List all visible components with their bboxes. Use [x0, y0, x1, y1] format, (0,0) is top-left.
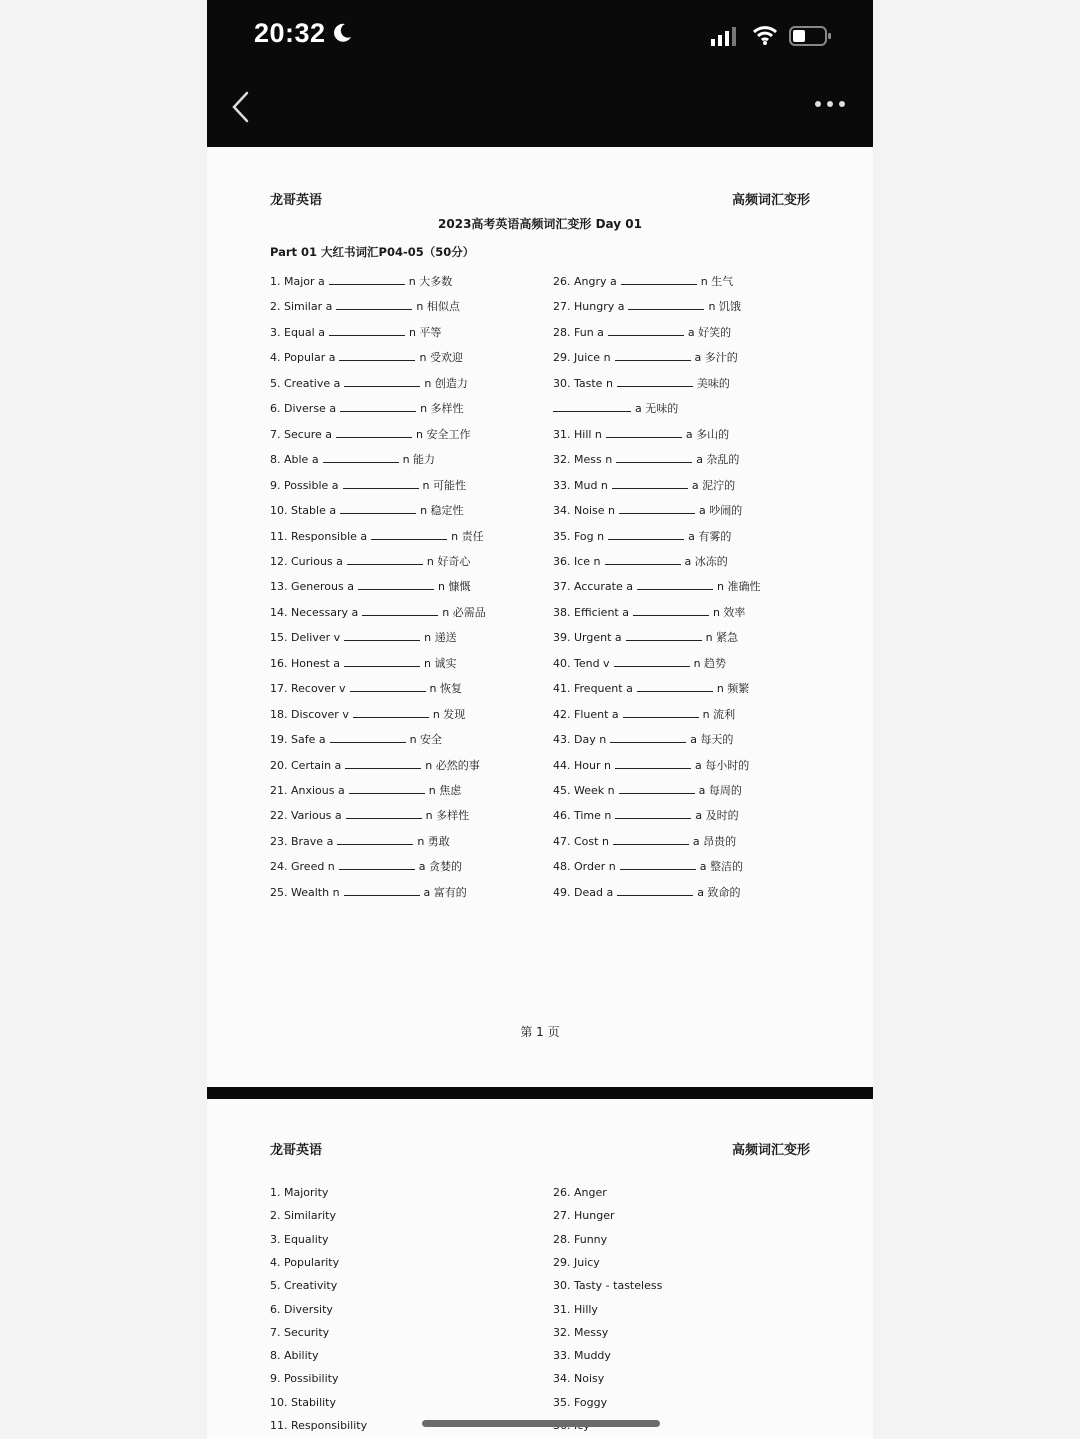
- answer-blank[interactable]: [615, 809, 691, 819]
- answer-row: 6. Diversity: [270, 1302, 333, 1316]
- hint-text: a 贪婪的: [418, 860, 463, 874]
- question-word: 13. Generous a: [270, 580, 354, 594]
- hint-text: n 递送: [424, 631, 457, 645]
- header-left: 龙哥英语: [270, 1143, 323, 1158]
- question-word: 46. Time n: [553, 809, 612, 823]
- hint-text: a 及时的: [695, 809, 739, 823]
- answer-blank[interactable]: [614, 657, 690, 667]
- question-word: 20. Certain a: [270, 758, 342, 772]
- answer-blank[interactable]: [617, 377, 693, 387]
- answer-blank[interactable]: [637, 580, 713, 590]
- answer-row: 9. Possibility: [270, 1372, 339, 1386]
- question-row: [553, 324, 731, 340]
- question-row: [270, 273, 452, 289]
- answer-row: 1. Majority: [270, 1186, 329, 1199]
- question-row: [553, 782, 742, 798]
- question-row: [270, 858, 462, 874]
- home-indicator[interactable]: [422, 1420, 660, 1427]
- question-row: [553, 528, 731, 544]
- answer-blank[interactable]: [553, 402, 631, 412]
- hint-text: n 平等: [408, 325, 442, 339]
- answer-blank[interactable]: [608, 326, 684, 336]
- hint-text: a 吵闹的: [698, 504, 743, 518]
- question-word: 40. Tend v: [553, 656, 610, 670]
- question-word: 21. Anxious a: [270, 784, 345, 797]
- question-row: [553, 375, 730, 391]
- question-row: [270, 578, 470, 594]
- answer-blank[interactable]: [339, 860, 415, 870]
- answer-blank[interactable]: [336, 428, 412, 438]
- answer-blank[interactable]: [329, 275, 405, 285]
- question-word: 49. Dead a: [553, 885, 614, 899]
- question-word: 25. Wealth n: [270, 885, 340, 899]
- question-word: 45. Week n: [553, 784, 615, 797]
- question-row: [553, 502, 742, 518]
- question-row: [553, 833, 736, 849]
- answer-blank[interactable]: [616, 453, 692, 463]
- hint-text: n 多样性: [420, 402, 464, 416]
- hint-text: n 紧急: [705, 631, 739, 645]
- answer-blank[interactable]: [339, 351, 415, 361]
- more-icon[interactable]: [813, 94, 847, 114]
- hint-text: n 生气: [700, 275, 734, 288]
- battery-icon: [789, 25, 833, 47]
- question-row: [553, 807, 739, 823]
- question-word: 5. Creative a: [270, 376, 341, 390]
- hint-text: a 致命的: [697, 885, 741, 899]
- answer-blank[interactable]: [336, 300, 412, 310]
- question-row: [553, 731, 733, 747]
- answer-blank[interactable]: [617, 886, 693, 896]
- hint-text: a 昂贵的: [692, 834, 737, 848]
- question-row: [270, 528, 484, 544]
- hint-text: n 能力: [402, 453, 436, 467]
- answer-blank[interactable]: [358, 580, 434, 590]
- hint-text: n 诚实: [424, 656, 457, 670]
- question-row: [270, 629, 457, 645]
- question-word: 18. Discover v: [270, 707, 349, 721]
- answer-blank[interactable]: [340, 402, 416, 412]
- hint-text: n 受欢迎: [419, 351, 463, 365]
- hint-text: n 责任: [451, 529, 484, 543]
- hint-text: n 必需品: [442, 605, 486, 619]
- question-row: [270, 731, 442, 747]
- question-word: 23. Brave a: [270, 834, 334, 848]
- question-row: [270, 706, 465, 722]
- question-word: 17. Recover v: [270, 682, 346, 696]
- answer-row: 5. Creativity: [270, 1279, 338, 1293]
- question-row: [553, 655, 726, 671]
- question-word: 8. Able a: [270, 453, 319, 467]
- question-word: 48. Order n: [553, 860, 616, 874]
- question-word: 32. Mess n: [553, 453, 613, 467]
- answer-blank[interactable]: [344, 377, 420, 387]
- question-word: 30. Taste n: [553, 376, 613, 390]
- back-icon[interactable]: [229, 90, 253, 124]
- question-row: [553, 706, 735, 722]
- question-row: [553, 400, 678, 416]
- answer-row: 31. Hilly: [553, 1302, 598, 1316]
- question-word: 42. Fluent a: [553, 707, 619, 721]
- status-time: 20:32: [254, 18, 326, 48]
- question-row: [270, 757, 480, 773]
- hint-text: a 每天的: [690, 733, 734, 747]
- question-row: [553, 604, 745, 620]
- question-row: [270, 451, 435, 467]
- hint-text: n 发现: [432, 707, 466, 721]
- hint-text: n 恢复: [429, 682, 462, 696]
- question-row: [270, 375, 468, 391]
- question-row: [270, 680, 462, 696]
- part-heading: Part 01 大红书词汇P04-05（50分）: [270, 245, 475, 259]
- question-row: [553, 553, 728, 569]
- wifi-icon: [752, 24, 778, 46]
- answer-row: 27. Hunger: [553, 1209, 615, 1223]
- question-word: 39. Urgent a: [553, 631, 622, 645]
- question-row: [270, 477, 466, 493]
- answer-blank[interactable]: [323, 453, 399, 463]
- question-word: 28. Fun a: [553, 325, 604, 339]
- question-row: [553, 578, 760, 594]
- question-row: [553, 349, 738, 365]
- hint-text: n 创造力: [424, 376, 468, 390]
- answer-blank[interactable]: [613, 835, 689, 845]
- hint-text: n 大多数: [408, 275, 453, 288]
- question-word: 43. Day n: [553, 733, 607, 747]
- answer-blank[interactable]: [633, 606, 709, 616]
- question-row: [553, 757, 749, 773]
- question-word: 16. Honest a: [270, 656, 341, 670]
- question-row: [270, 807, 469, 823]
- answer-blank[interactable]: [329, 326, 405, 336]
- question-word: 38. Efficient a: [553, 605, 629, 619]
- hint-text: a 每周的: [698, 784, 742, 797]
- hint-text: a 每小时的: [694, 758, 750, 772]
- hint-text: n 流利: [702, 707, 736, 721]
- question-word: 33. Mud n: [553, 478, 608, 492]
- answer-row: 10. Stability: [270, 1395, 336, 1409]
- document-page-1: [207, 147, 873, 1087]
- question-row: [270, 324, 441, 340]
- hint-text: a 好笑的: [687, 325, 732, 339]
- question-row: [553, 273, 733, 289]
- answer-row: 11. Responsibility: [270, 1419, 368, 1432]
- page-number: 第 1 页: [520, 1025, 560, 1039]
- hint-text: a 冰冻的: [684, 554, 728, 568]
- question-row: [553, 629, 738, 645]
- answer-blank[interactable]: [623, 708, 699, 718]
- answer-row: 4. Popularity: [270, 1255, 340, 1269]
- question-word: 22. Various a: [270, 809, 342, 823]
- answer-blank[interactable]: [349, 784, 425, 794]
- hint-text: n 频繁: [716, 682, 750, 696]
- answer-blank[interactable]: [343, 479, 419, 489]
- answer-blank[interactable]: [621, 275, 697, 285]
- question-row: [270, 782, 461, 798]
- answer-blank[interactable]: [337, 835, 413, 845]
- question-row: [270, 604, 486, 620]
- answer-blank[interactable]: [330, 733, 406, 743]
- question-word: 1. Major a: [270, 275, 325, 288]
- answer-blank[interactable]: [620, 860, 696, 870]
- question-row: [553, 680, 749, 696]
- top-bar: [207, 0, 873, 147]
- hint-text: a 无味的: [635, 402, 679, 416]
- header-left: 龙哥英语: [270, 193, 323, 208]
- hint-text: n 饥饿: [708, 300, 741, 314]
- hint-text: a 多山的: [685, 427, 730, 441]
- hint-text: a 多汁的: [694, 351, 738, 365]
- answer-row: 32. Messy: [553, 1325, 609, 1339]
- hint-text: n 多样性: [425, 809, 470, 823]
- answer-blank[interactable]: [606, 428, 682, 438]
- answer-row: 8. Ability: [270, 1349, 319, 1363]
- hint-text: n 相似点: [416, 300, 460, 314]
- answer-row: 7. Security: [270, 1325, 330, 1339]
- answer-blank[interactable]: [626, 631, 702, 641]
- header-right: 高频词汇变形: [731, 1143, 810, 1158]
- hint-text: 美味的: [696, 376, 730, 390]
- question-row: [270, 884, 467, 900]
- question-word: 10. Stable a: [270, 504, 337, 518]
- answer-blank[interactable]: [612, 479, 688, 489]
- question-word: 4. Popular a: [270, 351, 336, 365]
- answer-blank[interactable]: [637, 682, 713, 692]
- question-word: 34. Noise n: [553, 504, 615, 518]
- answer-blank[interactable]: [346, 809, 422, 819]
- answer-blank[interactable]: [605, 555, 681, 565]
- answer-blank[interactable]: [344, 631, 420, 641]
- answer-row: 3. Equality: [270, 1232, 329, 1246]
- question-word: 44. Hour n: [553, 758, 611, 772]
- answer-row: 30. Tasty - tasteless: [553, 1279, 663, 1293]
- question-word: 26. Angry a: [553, 275, 617, 288]
- hint-text: n 可能性: [422, 478, 466, 492]
- question-word: 19. Safe a: [270, 733, 326, 747]
- question-row: [270, 502, 464, 518]
- hint-text: a 富有的: [423, 885, 467, 899]
- answer-blank[interactable]: [628, 300, 704, 310]
- hint-text: n 必然的事: [425, 758, 480, 772]
- answer-blank[interactable]: [610, 733, 686, 743]
- hint-text: n 好奇心: [426, 554, 471, 568]
- answer-row: 26. Anger: [553, 1186, 607, 1199]
- answer-blank[interactable]: [362, 606, 438, 616]
- question-row: [270, 655, 456, 671]
- answer-blank[interactable]: [340, 504, 416, 514]
- question-word: 29. Juice n: [553, 351, 611, 365]
- question-row: [270, 553, 470, 569]
- hint-text: a 泥泞的: [691, 478, 736, 492]
- answer-blank[interactable]: [345, 759, 421, 769]
- page-separator: [207, 1087, 873, 1099]
- question-word: 2. Similar a: [270, 300, 333, 314]
- question-word: 41. Frequent a: [553, 682, 633, 696]
- document-title: 2023高考英语高频词汇变形 Day 01: [438, 217, 642, 231]
- hint-text: n 稳定性: [420, 504, 464, 518]
- hint-text: n 焦虑: [428, 784, 462, 797]
- answer-blank[interactable]: [615, 351, 691, 361]
- question-word: 9. Possible a: [270, 478, 339, 492]
- moon-icon: [331, 22, 353, 44]
- question-word: 3. Equal a: [270, 325, 325, 339]
- question-word: 11. Responsible a: [270, 529, 368, 543]
- question-word: 31. Hill n: [553, 427, 602, 441]
- question-row: [270, 426, 471, 442]
- answer-row: 33. Muddy: [553, 1349, 611, 1363]
- question-word: 27. Hungry a: [553, 300, 625, 314]
- question-word: 24. Greed n: [270, 860, 335, 874]
- hint-text: a 有雾的: [688, 529, 732, 543]
- answer-blank[interactable]: [344, 886, 420, 896]
- question-row: [553, 477, 735, 493]
- answer-blank[interactable]: [619, 504, 695, 514]
- hint-text: n 勇敢: [417, 834, 450, 848]
- question-row: [553, 451, 739, 467]
- hint-text: n 安全工作: [416, 427, 471, 441]
- hint-text: n 效率: [712, 605, 746, 619]
- question-row: [553, 884, 740, 900]
- hint-text: n 慷慨: [437, 580, 471, 594]
- header-right: 高频词汇变形: [731, 193, 810, 208]
- answer-blank[interactable]: [347, 555, 423, 565]
- question-word: 15. Deliver v: [270, 631, 341, 645]
- hint-text: a 杂乱的: [696, 453, 740, 467]
- answer-blank[interactable]: [350, 682, 426, 692]
- question-row: [270, 298, 460, 314]
- answer-row: 35. Foggy: [553, 1395, 608, 1409]
- question-word: 14. Necessary a: [270, 605, 359, 619]
- document-page-2: [207, 1099, 873, 1439]
- question-word: 47. Cost n: [553, 834, 609, 848]
- question-word: 12. Curious a: [270, 554, 343, 568]
- hint-text: n 准确性: [716, 580, 761, 594]
- phone-screen: [207, 0, 873, 1439]
- answer-blank[interactable]: [353, 708, 429, 718]
- signal-icon: [711, 26, 737, 46]
- question-row: [270, 400, 464, 416]
- question-row: [553, 298, 741, 314]
- question-word: 6. Diverse a: [270, 402, 337, 416]
- answer-row: 29. Juicy: [553, 1255, 600, 1269]
- answer-row: 2. Similarity: [270, 1209, 336, 1223]
- answer-row: 34. Noisy: [553, 1372, 605, 1386]
- answer-row: 28. Funny: [553, 1232, 608, 1246]
- hint-text: n 趋势: [693, 656, 727, 670]
- question-row: [553, 858, 743, 874]
- question-word: 36. Ice n: [553, 554, 601, 568]
- answer-blank[interactable]: [619, 784, 695, 794]
- answer-blank[interactable]: [344, 657, 420, 667]
- question-word: 7. Secure a: [270, 427, 333, 441]
- question-word: 35. Fog n: [553, 529, 605, 543]
- question-word: 37. Accurate a: [553, 580, 633, 594]
- answer-blank[interactable]: [615, 759, 691, 769]
- hint-text: n 安全: [409, 733, 443, 747]
- answer-blank[interactable]: [371, 530, 447, 540]
- question-row: [553, 426, 729, 442]
- hint-text: a 整洁的: [699, 860, 743, 874]
- answer-blank[interactable]: [608, 530, 684, 540]
- question-row: [270, 833, 450, 849]
- question-row: [270, 349, 463, 365]
